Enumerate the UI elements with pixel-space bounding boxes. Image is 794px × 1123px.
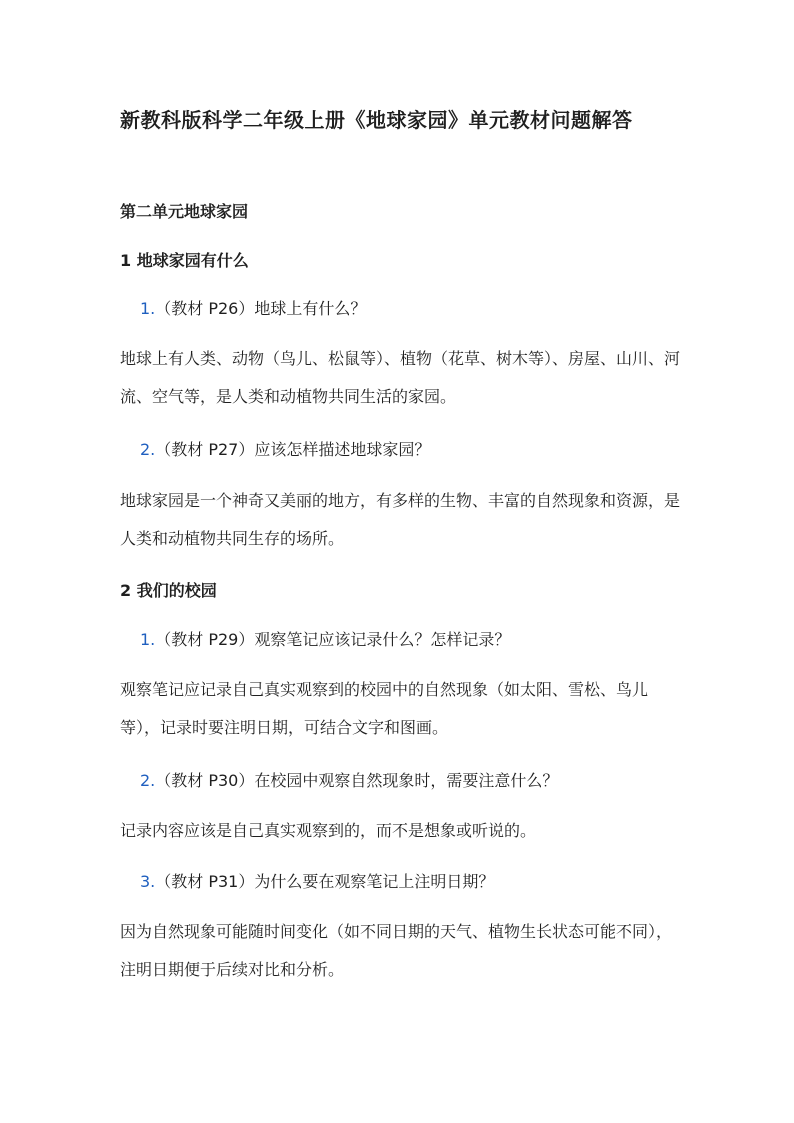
question-number: 1.	[140, 299, 156, 318]
question	[140, 769, 558, 793]
question-number: 3.	[140, 872, 156, 891]
question-text: （教材 P27）应该怎样描述地球家园？	[155, 440, 431, 459]
question-number: 2.	[140, 440, 156, 459]
question-text: （教材 P26）地球上有什么？	[155, 299, 367, 318]
answer: 地球上有人类、动物（鸟儿、松鼠等）、植物（花草、树木等）、房屋、山川、河流、空气等，是人类和动植物共同生活的家园。	[120, 349, 681, 406]
answer: 记录内容应该是自己真实观察到的，而不是想象或听说的。	[120, 821, 537, 840]
question-text: （教材 P31）为什么要在观察笔记上注明日期？	[155, 872, 495, 891]
question	[140, 297, 366, 321]
answer: 观察笔记应记录自己真实观察到的校园中的自然现象（如太阳、雪松、鸟儿等），记录时要注明日期，可结合文字和图画。	[120, 680, 649, 737]
question-text: （教材 P30）在校园中观察自然现象时，需要注意什么？	[155, 771, 559, 790]
question	[140, 628, 510, 652]
question	[140, 438, 430, 462]
answer: 因为自然现象可能随时间变化（如不同日期的天气、植物生长状态可能不同），注明日期便于后续对比和分析。	[120, 922, 673, 979]
question	[140, 870, 494, 894]
unit-heading: 第二单元地球家园	[120, 202, 249, 221]
answer: 地球家园是一个神奇又美丽的地方，有多样的生物、丰富的自然现象和资源，是人类和动植物共同生存的场所。	[120, 491, 681, 548]
question-number: 1.	[140, 630, 156, 649]
section-heading: 1 地球家园有什么	[120, 251, 249, 270]
document-title: 新教科版科学二年级上册《地球家园》单元教材问题解答	[120, 108, 633, 132]
question-number: 2.	[140, 771, 156, 790]
section-heading: 2 我们的校园	[120, 581, 217, 600]
question-text: （教材 P29）观察笔记应该记录什么？怎样记录？	[155, 630, 511, 649]
